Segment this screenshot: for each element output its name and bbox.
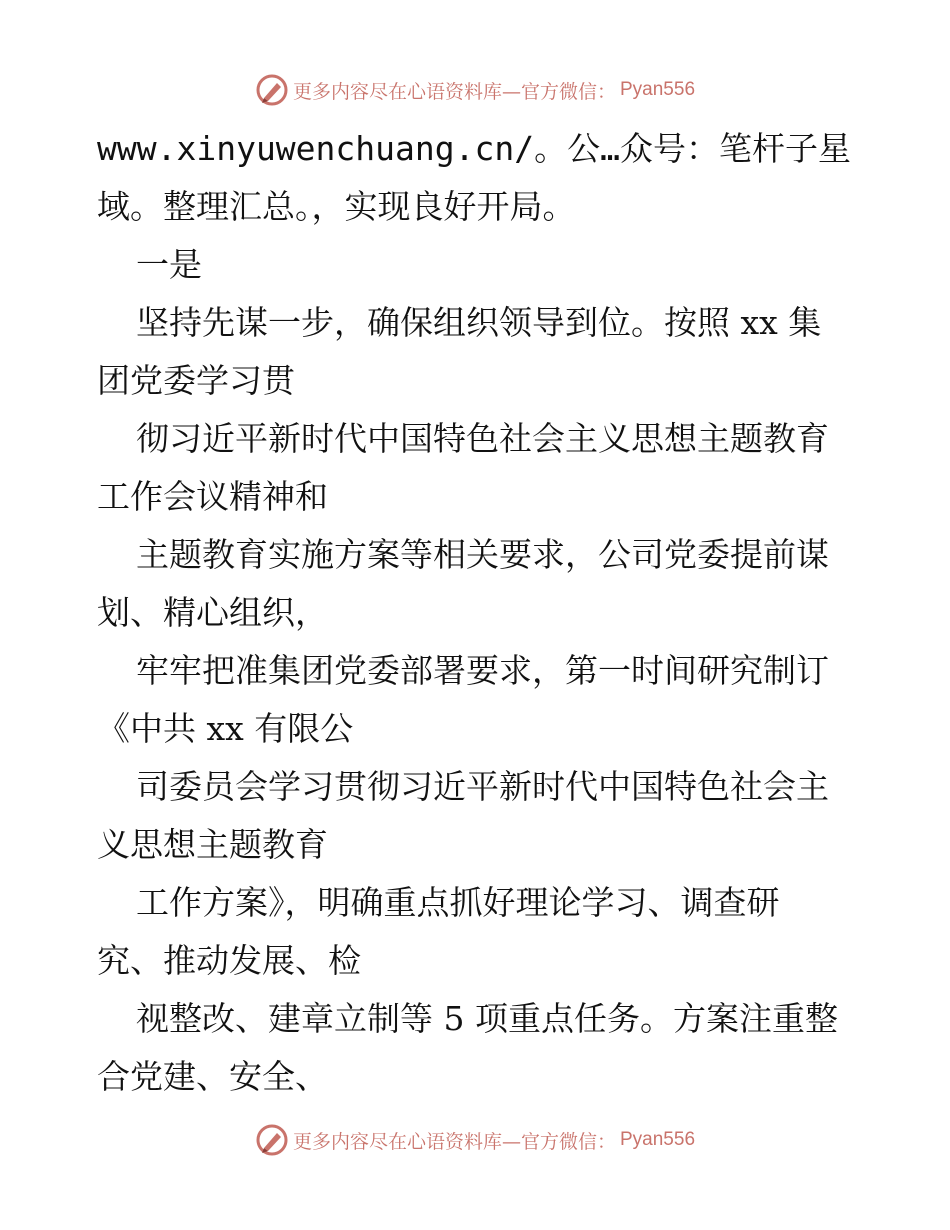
header-banner: [0, 70, 950, 110]
text-line: 团党委学习贯: [97, 361, 295, 400]
banner-wechat-id: Pyan556: [620, 79, 696, 100]
text-line: 《中共 xx 有限公: [97, 709, 354, 748]
text-line: www.xinyuwenchuang.cn/。公…众号：笔杆子星: [97, 129, 851, 168]
pen-logo-icon: [255, 1123, 289, 1157]
text-line: 坚持先谋一步，确保组织领导到位。按照 xx 集: [136, 303, 822, 342]
pen-logo-icon: [255, 73, 289, 107]
text-line: 工作会议精神和: [97, 477, 328, 516]
text-line: 司委员会学习贯彻习近平新时代中国特色社会主: [136, 767, 829, 806]
text-line: 划、精心组织，: [97, 593, 328, 632]
footer-banner: [0, 1120, 950, 1160]
text-line: 域。整理汇总。，实现良好开局。: [97, 187, 576, 226]
text-line: 工作方案》，明确重点抓好理论学习、调查研: [136, 883, 780, 922]
text-line: 合党建、安全、: [97, 1057, 328, 1096]
text-line: 主题教育实施方案等相关要求，公司党委提前谋: [136, 535, 829, 574]
text-line: 究、推动发展、检: [97, 941, 361, 980]
text-line: 义思想主题教育: [97, 825, 328, 864]
banner-text: 更多内容尽在心语资料库—官方微信：: [292, 1130, 616, 1153]
banner-text: 更多内容尽在心语资料库—官方微信：: [292, 80, 616, 103]
banner-wechat-id: Pyan556: [620, 1129, 696, 1150]
document-body: [97, 120, 857, 1106]
text-line: 彻习近平新时代中国特色社会主义思想主题教育: [136, 419, 829, 458]
text-line: 一是: [136, 245, 202, 284]
text-line: 牢牢把准集团党委部署要求，第一时间研究制订: [136, 651, 829, 690]
text-line: 视整改、建章立制等 5 项重点任务。方案注重整: [136, 999, 838, 1038]
